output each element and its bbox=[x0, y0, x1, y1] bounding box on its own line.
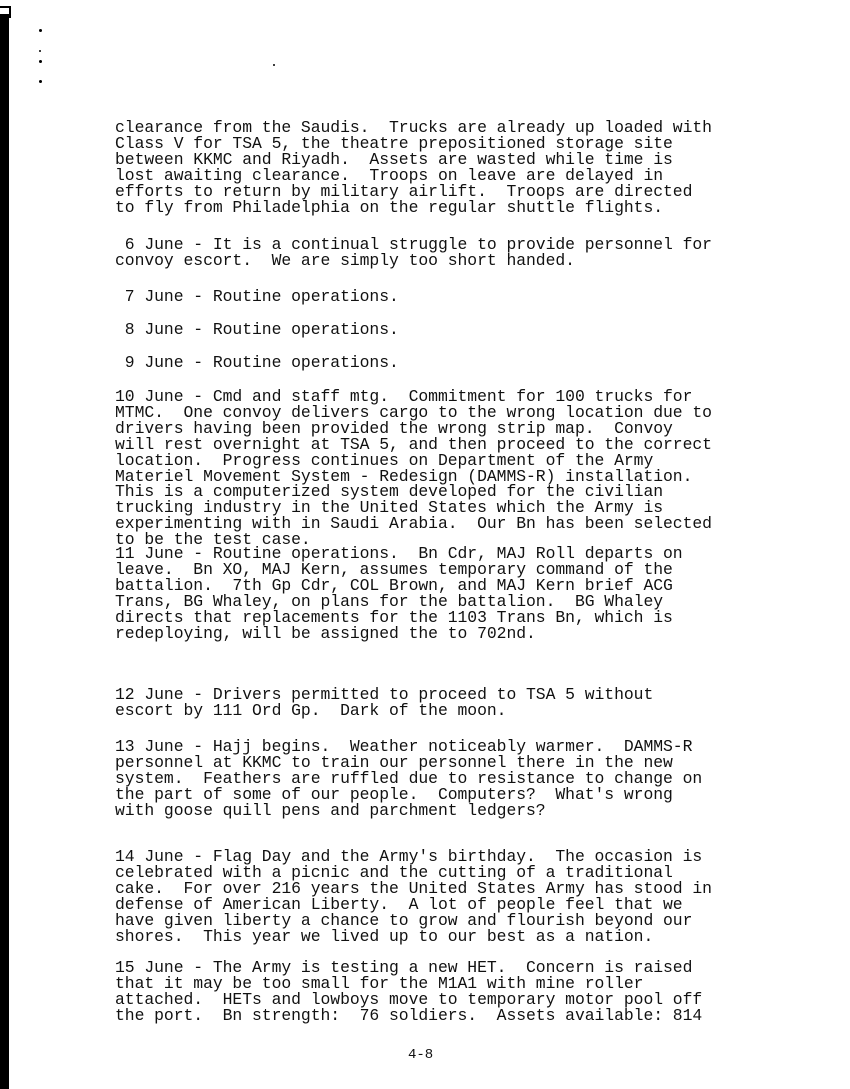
text-line: to be the test case. bbox=[115, 530, 311, 550]
text-line: efforts to return by military airlift. Troops are directed bbox=[115, 181, 693, 201]
paragraph bbox=[115, 687, 653, 719]
speck bbox=[273, 64, 275, 66]
text-line: battalion. 7th Gp Cdr, COL Brown, and MAJ Kern brief ACG bbox=[115, 575, 673, 595]
text-line: the port. Bn strength: 76 soldiers. Assets available: 814 bbox=[115, 1005, 703, 1025]
text-line: leave. Bn XO, MAJ Kern, assumes temporary command of the bbox=[115, 559, 673, 579]
text-line: 11 June - Routine operations. Bn Cdr, MAJ Roll departs on bbox=[115, 544, 683, 563]
text-line: cake. For over 216 years the United States Army has stood in bbox=[115, 878, 712, 898]
text-line: experimenting with in Saudi Arabia. Our Bn has been selected bbox=[115, 514, 712, 534]
paragraph bbox=[115, 289, 399, 305]
paragraph bbox=[115, 739, 702, 819]
text-line: escort by 111 Ord Gp. Dark of the moon. bbox=[115, 700, 507, 720]
text-line: personnel at KKMC to train our personnel there in the new bbox=[115, 752, 673, 772]
text-line: redeploying, will be assigned the to 702nd. bbox=[115, 623, 536, 643]
punch-mark bbox=[39, 60, 42, 63]
text-line: 15 June - The Army is testing a new HET. Concern is raised bbox=[115, 958, 693, 977]
text-line: celebrated with a picnic and the cutting of a traditional bbox=[115, 862, 673, 882]
text-line: the part of some of our people. Computers? What's wrong bbox=[115, 784, 673, 804]
paragraph bbox=[115, 849, 712, 944]
paragraph bbox=[115, 546, 683, 641]
text-line: MTMC. One convoy delivers cargo to the wrong location due to bbox=[115, 402, 712, 422]
text-line: Materiel Movement System - Redesign (DAMMS-R) installation. bbox=[115, 466, 693, 486]
punch-mark bbox=[39, 80, 42, 83]
paragraph bbox=[115, 355, 399, 371]
text-line: trucking industry in the United States which the Army is bbox=[115, 498, 664, 518]
text-line: location. Progress continues on Department of the Army bbox=[115, 450, 654, 470]
text-line: 9 June - Routine operations. bbox=[115, 353, 399, 372]
text-line: defense of American Liberty. A lot of people feel that we bbox=[115, 894, 683, 914]
text-line: have given liberty a chance to grow and flourish beyond our bbox=[115, 910, 693, 930]
paragraph bbox=[115, 237, 712, 269]
text-line: directs that replacements for the 1103 Trans Bn, which is bbox=[115, 607, 673, 627]
punch-mark bbox=[39, 50, 41, 52]
text-line: 13 June - Hajj begins. Weather noticeably warmer. DAMMS-R bbox=[115, 737, 693, 756]
text-line: 7 June - Routine operations. bbox=[115, 287, 399, 306]
text-line: This is a computerized system developed for the civilian bbox=[115, 482, 664, 502]
paragraph bbox=[115, 120, 712, 215]
text-line: Class V for TSA 5, the theatre prepositioned storage site bbox=[115, 133, 673, 153]
paragraph bbox=[115, 960, 702, 1024]
text-line: lost awaiting clearance. Troops on leave are delayed in bbox=[115, 165, 664, 185]
text-line: system. Feathers are ruffled due to resistance to change on bbox=[115, 768, 703, 788]
text-line: attached. HETs and lowboys move to temporary motor pool off bbox=[115, 989, 703, 1009]
text-line: 12 June - Drivers permitted to proceed to TSA 5 without bbox=[115, 685, 654, 704]
text-line: convoy escort. We are simply too short handed. bbox=[115, 250, 575, 270]
text-line: that it may be too small for the M1A1 with mine roller bbox=[115, 973, 644, 993]
text-line: 6 June - It is a continual struggle to provide personnel for bbox=[115, 235, 712, 254]
binding-edge bbox=[0, 14, 9, 1089]
text-line: shores. This year we lived up to our best as a nation. bbox=[115, 926, 654, 946]
text-line: 14 June - Flag Day and the Army's birthday. The occasion is bbox=[115, 847, 703, 866]
paragraph bbox=[115, 389, 712, 548]
page-number: 4-8 bbox=[408, 1047, 434, 1063]
text-line: between KKMC and Riyadh. Assets are wasted while time is bbox=[115, 149, 673, 169]
text-line: will rest overnight at TSA 5, and then proceed to the correct bbox=[115, 434, 712, 454]
text-line: clearance from the Saudis. Trucks are already up loaded with bbox=[115, 118, 712, 137]
text-line: 8 June - Routine operations. bbox=[115, 320, 399, 339]
text-line: with goose quill pens and parchment ledgers? bbox=[115, 800, 546, 820]
text-line: drivers having been provided the wrong strip map. Convoy bbox=[115, 418, 673, 438]
punch-mark bbox=[39, 29, 42, 32]
text-line: Trans, BG Whaley, on plans for the battalion. BG Whaley bbox=[115, 591, 664, 611]
paragraph bbox=[115, 322, 399, 338]
text-line: to fly from Philadelphia on the regular shuttle flights. bbox=[115, 197, 664, 217]
text-line: 10 June - Cmd and staff mtg. Commitment for 100 trucks for bbox=[115, 387, 693, 406]
